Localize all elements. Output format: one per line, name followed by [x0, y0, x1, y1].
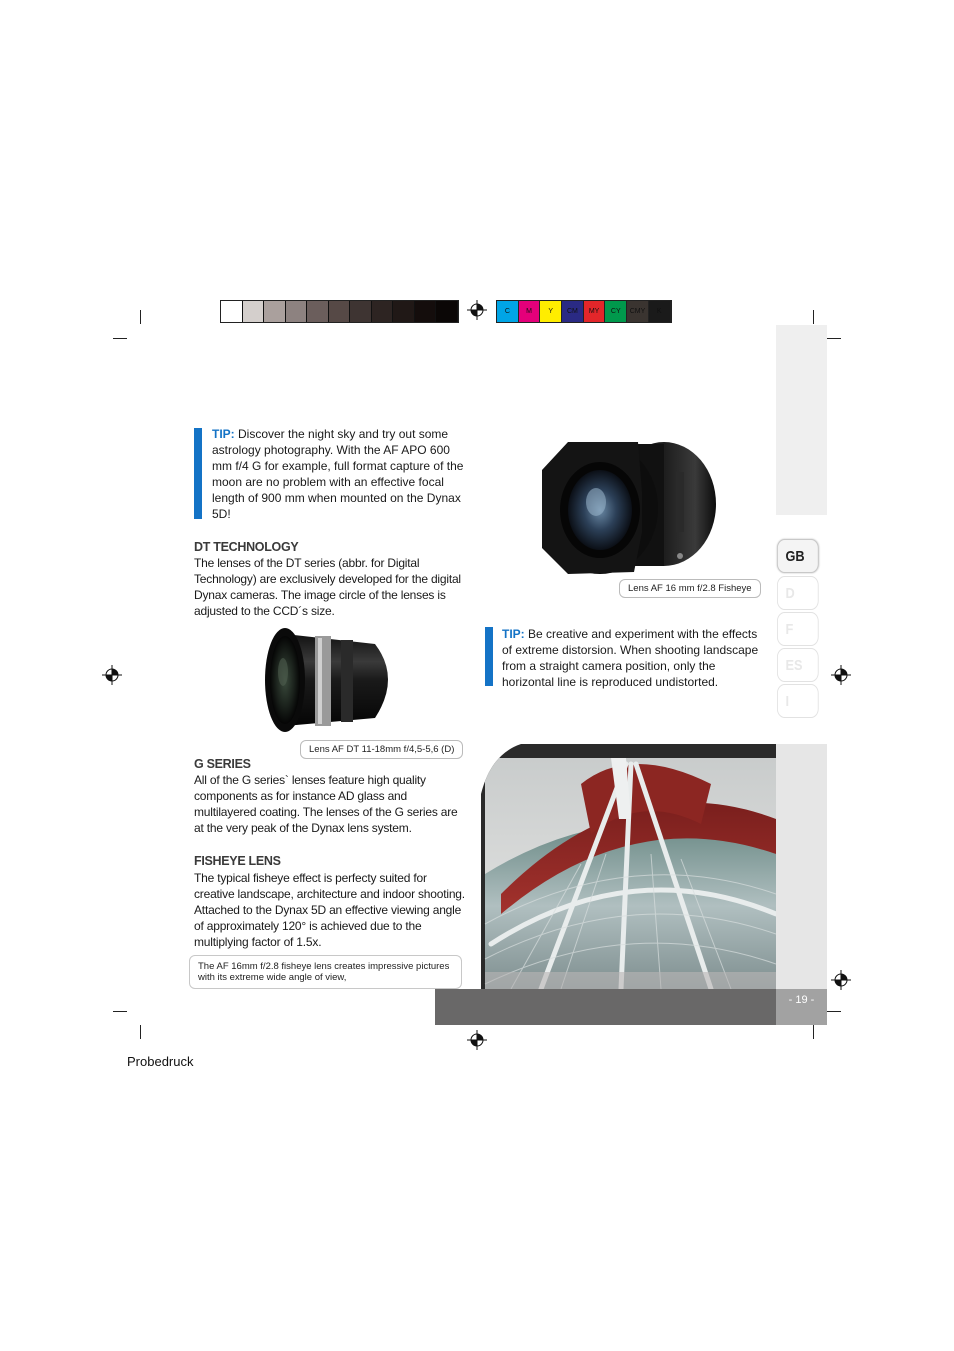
tip-accent-bar	[485, 627, 493, 686]
tip-astrology	[212, 426, 470, 522]
caption-lens-fisheye: Lens AF 16 mm f/2.8 Fisheye	[619, 579, 761, 598]
dt-technology-body: The lenses of the DT series (abbr. for Digital Technology) are exclusively developed for the digital Dynax cameras. The image circle of the lenses is adjusted to the CCD´s size.	[194, 556, 461, 618]
crop-mark	[813, 310, 814, 324]
registration-mark-icon	[831, 665, 851, 685]
crop-mark	[140, 1025, 141, 1039]
color-swatch: Y	[540, 301, 562, 322]
tab-language-d[interactable]: D	[777, 576, 819, 610]
tab-language-i[interactable]: I	[777, 684, 819, 718]
gray-swatch	[372, 301, 394, 322]
registration-mark-icon	[467, 300, 487, 320]
footer-bar	[435, 989, 776, 1025]
gray-swatch	[286, 301, 308, 322]
lens-fisheye-image	[538, 432, 718, 578]
tab-language-f[interactable]: F	[777, 612, 819, 646]
color-control-strip	[496, 300, 672, 323]
crop-mark	[813, 1025, 814, 1039]
crop-mark	[827, 1011, 841, 1012]
color-swatch: MY	[584, 301, 606, 322]
gray-control-strip	[220, 300, 459, 323]
page-number: - 19 -	[776, 989, 827, 1025]
fisheye-lens-body: The typical fisheye effect is perfecty suited for creative landscape, architecture and indoor shooting. Attached to the Dynax 5D an effective viewing angle of approximately 120° is achieved due to the multiplying factor of 1.5x.	[194, 871, 465, 949]
tip-distortion	[502, 626, 764, 690]
registration-mark-icon	[102, 665, 122, 685]
color-swatch: C	[497, 301, 519, 322]
tip-text: Be creative and experiment with the effects of extreme distorsion. When shooting landscape from a straight camera position, only the horizontal line is reproduced undistorted.	[502, 627, 759, 689]
caption-lens-dt: Lens AF DT 11-18mm f/4,5-5,6 (D)	[300, 740, 463, 759]
heading-g-series: G SERIES	[194, 757, 251, 771]
tab-language-gb[interactable]: GB	[777, 539, 819, 573]
lens-dt-image	[263, 622, 403, 734]
side-panel-bottom	[776, 744, 827, 989]
caption-fisheye-photo: The AF 16mm f/2.8 fisheye lens creates impressive pictures with its extreme wide angle of view,	[189, 955, 462, 989]
gray-swatch	[221, 301, 243, 322]
gray-swatch	[415, 301, 437, 322]
gray-swatch	[393, 301, 415, 322]
registration-mark-icon	[467, 1030, 487, 1050]
color-swatch: CMY	[627, 301, 649, 322]
crop-mark	[140, 310, 141, 324]
tip-accent-bar	[194, 428, 202, 519]
gray-swatch	[307, 301, 329, 322]
side-panel-top	[776, 325, 827, 515]
color-swatch: CM	[562, 301, 584, 322]
tip-text: Discover the night sky and try out some astrology photography. With the AF APO 600 mm f/4 G for example, full format capture of the moon are no problem with an effective focal length of 900 mm when mounted on the Dynax 5D!	[212, 427, 464, 521]
heading-fisheye-lens: FISHEYE LENS	[194, 854, 281, 868]
heading-dt-technology: DT TECHNOLOGY	[194, 540, 299, 554]
gray-swatch	[350, 301, 372, 322]
g-series-body: All of the G series` lenses feature high quality components as for instance AD glass and multilayered coating. The lenses of the G series are at the very peak of the Dynax lens system.	[194, 773, 458, 835]
gray-swatch	[329, 301, 351, 322]
tip-label: TIP:	[502, 627, 525, 641]
crop-mark	[827, 338, 841, 339]
registration-mark-icon	[831, 970, 851, 990]
color-swatch: M	[519, 301, 541, 322]
tab-language-es[interactable]: ES	[777, 648, 819, 682]
gray-swatch	[264, 301, 286, 322]
proof-label: Probedruck	[127, 1054, 194, 1069]
crop-mark	[113, 338, 127, 339]
tip-label: TIP:	[212, 427, 235, 441]
crop-mark	[113, 1011, 127, 1012]
color-swatch: CY	[605, 301, 627, 322]
fisheye-architecture-photo	[481, 744, 776, 989]
color-swatch: K	[649, 301, 671, 322]
gray-swatch	[243, 301, 265, 322]
gray-swatch	[436, 301, 458, 322]
